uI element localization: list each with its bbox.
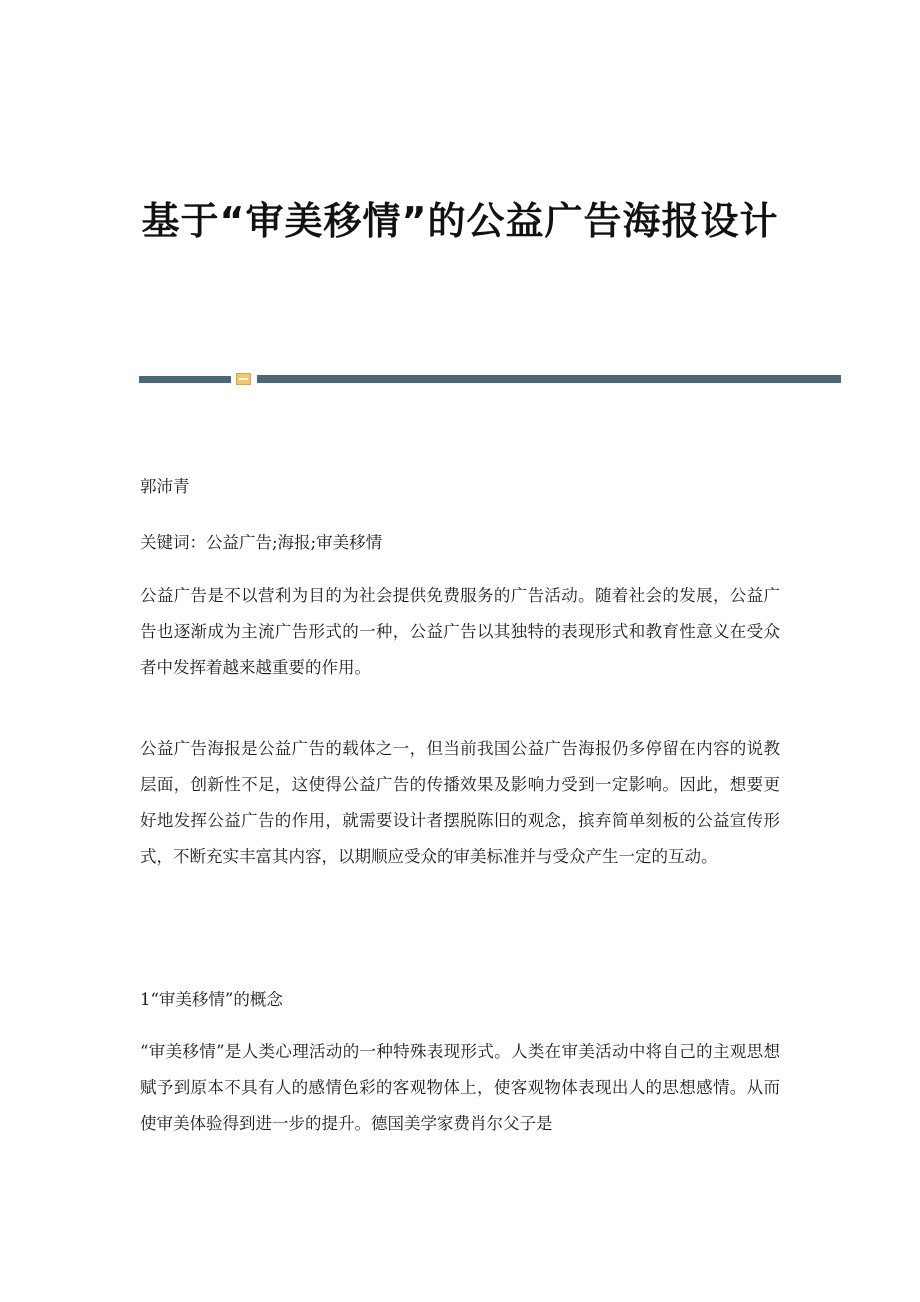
divider-bar-right [257,375,841,383]
title-divider [139,373,841,385]
document-title: 基于“审美移情”的公益广告海报设计 [141,199,779,243]
keywords-line: 关键词：公益广告;海报;审美移情 [140,533,383,552]
section-heading: 1“审美移情”的概念 [140,990,283,1009]
divider-bar-left [139,376,231,383]
author-name: 郭沛青 [140,477,190,496]
divider-emblem-icon [236,373,251,385]
section-paragraph: “审美移情”是人类心理活动的一种特殊表现形式。人类在审美活动中将自己的主观思想赋予到原本不具有人的感情色彩的客观物体上，使客观物体表现出人的思想感情。从而使审美体验得到进一步的提升。德国美学家费肖尔父子是 [140,1042,780,1133]
body-paragraph-1: 公益广告是不以营利为目的为社会提供免费服务的广告活动。随着社会的发展，公益广告也逐渐成为主流广告形式的一种，公益广告以其独特的表现形式和教育性意义在受众者中发挥着越来越重要的作用。 [140,586,780,677]
body-paragraph-2: 公益广告海报是公益广告的载体之一，但当前我国公益广告海报仍多停留在内容的说教层面，创新性不足，这使得公益广告的传播效果及影响力受到一定影响。因此，想要更好地发挥公益广告的作用，就需要设计者摆脱陈旧的观念，摈弃简单刻板的公益宣传形式，不断充实丰富其内容，以期顺应受众的审美标准并与受众产生一定的互动。 [140,739,780,866]
